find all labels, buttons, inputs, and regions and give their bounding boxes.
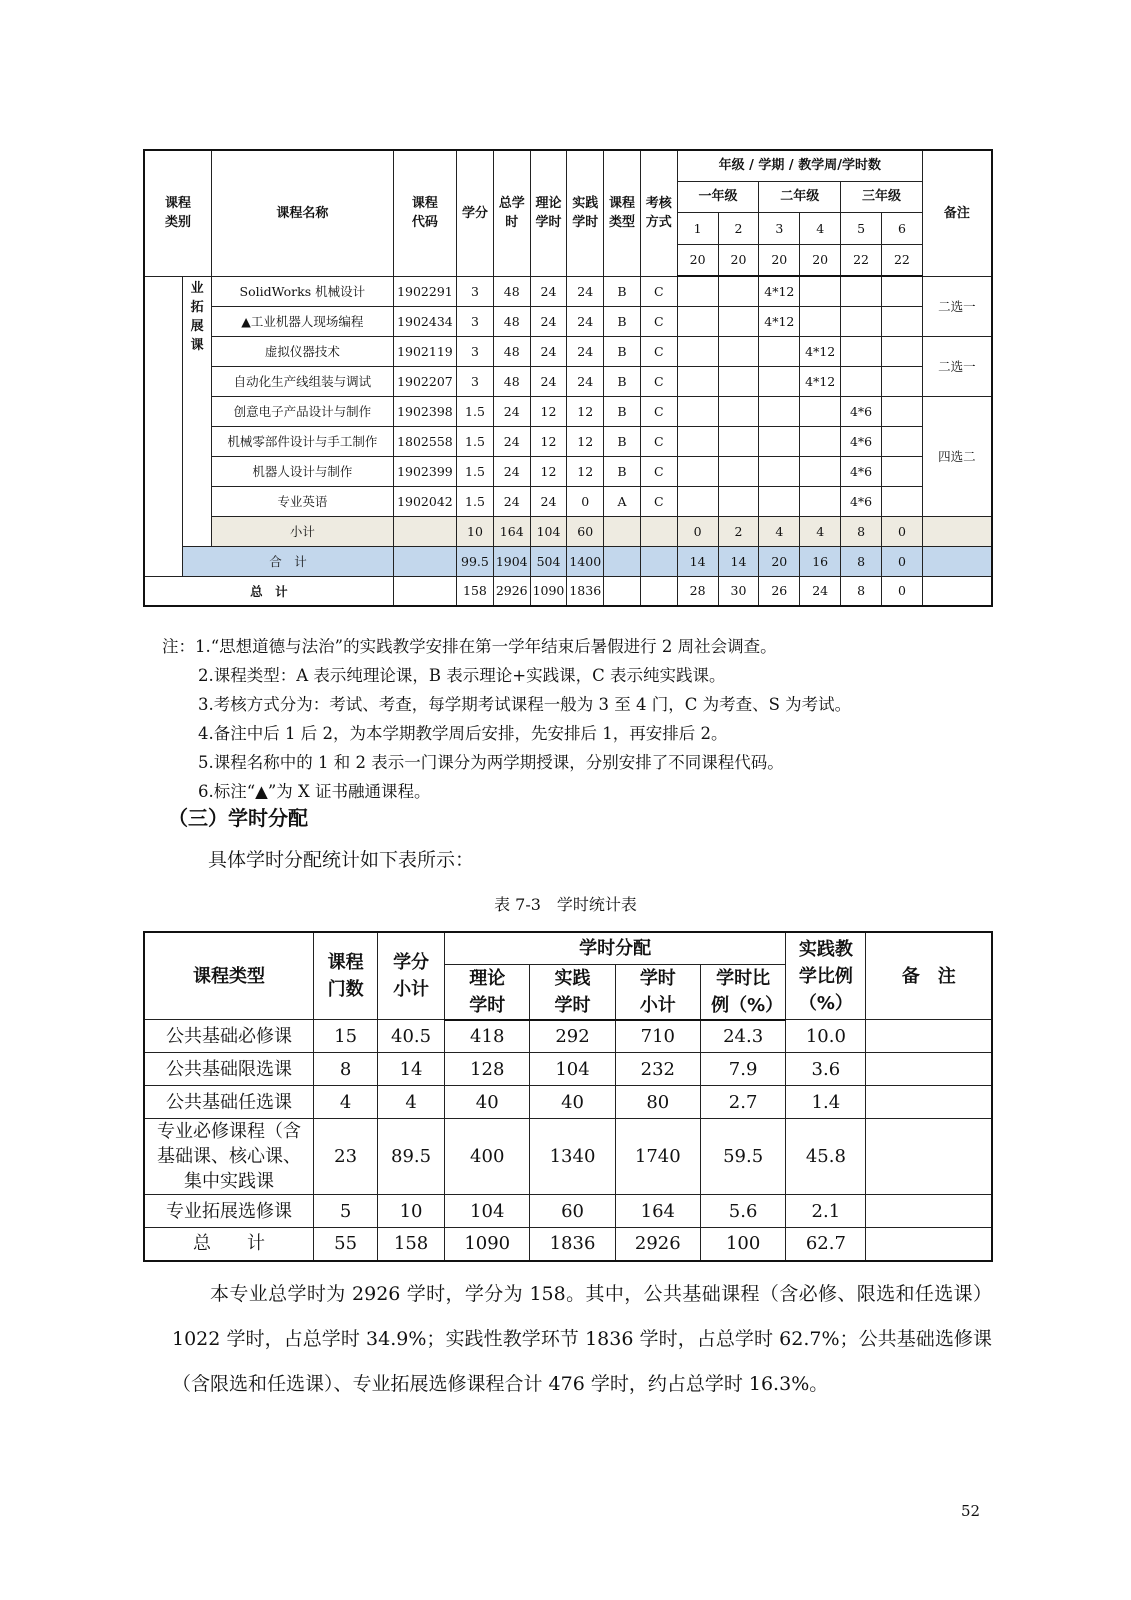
row-category: 公共基础必修课 bbox=[144, 1020, 314, 1053]
row-practice: 292 bbox=[530, 1020, 615, 1053]
tan-credit: 10 bbox=[457, 516, 494, 546]
course-s2 bbox=[718, 396, 759, 426]
grand-s4: 24 bbox=[800, 576, 841, 606]
intro-text: 具体学时分配统计如下表所示： bbox=[208, 849, 475, 871]
header-remark: 备注 bbox=[922, 150, 992, 276]
row-practice: 1836 bbox=[530, 1228, 615, 1261]
row-ratio: 2.7 bbox=[700, 1086, 785, 1119]
blue-s2: 14 bbox=[718, 546, 759, 576]
tan-row bbox=[144, 516, 992, 546]
blank-cell bbox=[640, 546, 677, 576]
blank-cell bbox=[604, 576, 641, 606]
course-code: 1902042 bbox=[393, 486, 456, 516]
course-practice: 0 bbox=[567, 486, 604, 516]
course-code: 1902119 bbox=[393, 336, 456, 366]
row-remark bbox=[866, 1020, 992, 1053]
course-theory: 12 bbox=[530, 426, 567, 456]
course-total: 24 bbox=[493, 456, 530, 486]
course-s1 bbox=[677, 336, 718, 366]
course-s3 bbox=[759, 366, 800, 396]
course-schedule-table bbox=[143, 149, 993, 607]
course-code: 1902398 bbox=[393, 396, 456, 426]
course-s6 bbox=[881, 366, 922, 396]
semester-number: 2 bbox=[718, 212, 759, 244]
hours-statistics-table bbox=[143, 931, 993, 1262]
header-credit-subtotal: 学分小计 bbox=[378, 932, 445, 1020]
category-label bbox=[183, 276, 212, 546]
course-s5: 4*6 bbox=[841, 396, 882, 426]
course-s2 bbox=[718, 426, 759, 456]
course-s6 bbox=[881, 276, 922, 306]
tan-total: 164 bbox=[493, 516, 530, 546]
table-row bbox=[144, 1053, 992, 1086]
blank-cell bbox=[922, 576, 992, 606]
course-total: 48 bbox=[493, 366, 530, 396]
course-s6 bbox=[881, 336, 922, 366]
summary-text: 本专业总学时为 2926 学时，学分为 158。其中，公共基础课程（含必修、限选和任选课）1022 学时，占总学时 34.9%；实践性教学环节 1836 学时，占总学时 62.7%；公共基础选修课（含限选和任选课）、专业拓展选修课程合计 476 学时，约占总学时 16.3%。 bbox=[172, 1283, 992, 1395]
course-credit: 1.5 bbox=[457, 426, 494, 456]
course-type: B bbox=[604, 306, 641, 336]
semester-weeks: 22 bbox=[881, 244, 922, 276]
row-credit: 10 bbox=[378, 1195, 445, 1228]
course-total: 48 bbox=[493, 306, 530, 336]
course-type: B bbox=[604, 336, 641, 366]
blue-s5: 8 bbox=[841, 546, 882, 576]
note-3: 3.考核方式分为：考试、考查，每学期考试课程一般为 3 至 4 门，C 为考查、S 为考试。 bbox=[198, 695, 852, 714]
blank-cell bbox=[922, 516, 992, 546]
table-row bbox=[144, 1020, 992, 1053]
course-assess: C bbox=[640, 336, 677, 366]
course-type: B bbox=[604, 276, 641, 306]
course-credit: 3 bbox=[457, 306, 494, 336]
grand-s5: 8 bbox=[841, 576, 882, 606]
header-schedule: 年级 / 学期 / 教学周/学时数 bbox=[677, 150, 922, 181]
course-credit: 3 bbox=[457, 276, 494, 306]
tan-s2: 2 bbox=[718, 516, 759, 546]
course-name: SolidWorks 机械设计 bbox=[211, 276, 393, 306]
semester-number: 6 bbox=[881, 212, 922, 244]
row-theory: 400 bbox=[445, 1119, 530, 1195]
semester-weeks: 20 bbox=[677, 244, 718, 276]
row-credit: 14 bbox=[378, 1053, 445, 1086]
course-name: 创意电子产品设计与制作 bbox=[211, 396, 393, 426]
section-title: （三）学时分配 bbox=[168, 806, 308, 830]
course-code: 1902434 bbox=[393, 306, 456, 336]
row-practice: 40 bbox=[530, 1086, 615, 1119]
tan-s3: 4 bbox=[759, 516, 800, 546]
blank-cell bbox=[604, 546, 641, 576]
row-credit: 158 bbox=[378, 1228, 445, 1261]
row-count: 55 bbox=[314, 1228, 378, 1261]
semester-number: 1 bbox=[677, 212, 718, 244]
course-total: 48 bbox=[493, 276, 530, 306]
row-credit: 89.5 bbox=[378, 1119, 445, 1195]
course-practice: 24 bbox=[567, 306, 604, 336]
course-s2 bbox=[718, 366, 759, 396]
row-category: 专业必修课程（含基础课、核心课、集中实践课 bbox=[144, 1119, 314, 1195]
table-body bbox=[144, 1020, 992, 1261]
row-remark bbox=[866, 1086, 992, 1119]
grand-s1: 28 bbox=[677, 576, 718, 606]
course-practice: 24 bbox=[567, 366, 604, 396]
course-practice: 24 bbox=[567, 276, 604, 306]
table-row bbox=[144, 1228, 992, 1261]
course-s2 bbox=[718, 486, 759, 516]
table-row bbox=[144, 336, 992, 366]
header-remark: 备 注 bbox=[866, 932, 992, 1020]
table-caption: 表 7-3 学时统计表 bbox=[494, 895, 637, 914]
course-theory: 12 bbox=[530, 396, 567, 426]
row-remark bbox=[866, 1195, 992, 1228]
row-count: 4 bbox=[314, 1086, 378, 1119]
row-ratio: 59.5 bbox=[700, 1119, 785, 1195]
note-6: 6.标注“▲”为 X 证书融通课程。 bbox=[198, 782, 431, 801]
blue-theory: 504 bbox=[530, 546, 567, 576]
blue-s4: 16 bbox=[800, 546, 841, 576]
course-assess: C bbox=[640, 276, 677, 306]
blue-row bbox=[144, 546, 992, 576]
header-category: 课程类别 bbox=[144, 150, 211, 276]
table-row bbox=[144, 366, 992, 396]
course-practice: 12 bbox=[567, 426, 604, 456]
row-subtotal: 80 bbox=[615, 1086, 700, 1119]
note-5: 5.课程名称中的 1 和 2 表示一门课分为两学期授课，分别安排了不同课程代码。 bbox=[198, 753, 784, 772]
course-code: 1802558 bbox=[393, 426, 456, 456]
course-s3: 4*12 bbox=[759, 276, 800, 306]
header-year3: 三年级 bbox=[841, 181, 923, 212]
blue-total: 1904 bbox=[493, 546, 530, 576]
grand-s6: 0 bbox=[881, 576, 922, 606]
tan-s4: 4 bbox=[800, 516, 841, 546]
course-s6 bbox=[881, 486, 922, 516]
course-credit: 3 bbox=[457, 336, 494, 366]
blank-cell bbox=[393, 516, 456, 546]
row-category: 总 计 bbox=[144, 1228, 314, 1261]
course-theory: 24 bbox=[530, 306, 567, 336]
table-row bbox=[144, 456, 992, 486]
blank-cell bbox=[640, 576, 677, 606]
header-practice-ratio: 实践教学比例（%） bbox=[786, 932, 866, 1020]
course-s5 bbox=[841, 366, 882, 396]
course-s1 bbox=[677, 486, 718, 516]
table-row bbox=[144, 276, 992, 306]
grand-credit: 158 bbox=[457, 576, 494, 606]
blue-credit: 99.5 bbox=[457, 546, 494, 576]
row-ratio: 5.6 bbox=[700, 1195, 785, 1228]
row-practice-ratio: 2.1 bbox=[786, 1195, 866, 1228]
header-hours-subtotal: 学时小计 bbox=[615, 964, 700, 1020]
row-count: 23 bbox=[314, 1119, 378, 1195]
table-row bbox=[144, 1119, 992, 1195]
course-s4 bbox=[800, 426, 841, 456]
header-course-category: 课程类型 bbox=[144, 932, 314, 1020]
course-s1 bbox=[677, 396, 718, 426]
course-s5 bbox=[841, 276, 882, 306]
row-remark bbox=[866, 1228, 992, 1261]
table-row bbox=[144, 396, 992, 426]
semester-number: 4 bbox=[800, 212, 841, 244]
course-assess: C bbox=[640, 396, 677, 426]
course-name: 虚拟仪器技术 bbox=[211, 336, 393, 366]
course-credit: 1.5 bbox=[457, 486, 494, 516]
course-total: 48 bbox=[493, 336, 530, 366]
course-practice: 24 bbox=[567, 336, 604, 366]
page-number: 52 bbox=[961, 1502, 981, 1520]
row-remark bbox=[866, 1053, 992, 1086]
row-count: 5 bbox=[314, 1195, 378, 1228]
course-name: ▲工业机器人现场编程 bbox=[211, 306, 393, 336]
course-total: 24 bbox=[493, 426, 530, 456]
course-credit: 1.5 bbox=[457, 396, 494, 426]
semester-number: 3 bbox=[759, 212, 800, 244]
course-s5: 4*6 bbox=[841, 456, 882, 486]
course-type: B bbox=[604, 366, 641, 396]
blank-cell bbox=[393, 546, 456, 576]
table-row bbox=[144, 486, 992, 516]
course-s4 bbox=[800, 306, 841, 336]
row-category: 专业拓展选修课 bbox=[144, 1195, 314, 1228]
course-theory: 24 bbox=[530, 276, 567, 306]
course-s5 bbox=[841, 336, 882, 366]
blue-s1: 14 bbox=[677, 546, 718, 576]
header-assessment: 考核方式 bbox=[640, 150, 677, 276]
course-s6 bbox=[881, 396, 922, 426]
row-practice-ratio: 10.0 bbox=[786, 1020, 866, 1053]
course-s1 bbox=[677, 306, 718, 336]
grand-practice: 1836 bbox=[567, 576, 604, 606]
course-assess: C bbox=[640, 366, 677, 396]
course-s4 bbox=[800, 456, 841, 486]
row-ratio: 7.9 bbox=[700, 1053, 785, 1086]
semester-number: 5 bbox=[841, 212, 882, 244]
row-practice: 1340 bbox=[530, 1119, 615, 1195]
course-code: 1902399 bbox=[393, 456, 456, 486]
course-s4 bbox=[800, 396, 841, 426]
course-credit: 1.5 bbox=[457, 456, 494, 486]
course-s1 bbox=[677, 426, 718, 456]
blue-practice: 1400 bbox=[567, 546, 604, 576]
course-s1 bbox=[677, 456, 718, 486]
row-subtotal: 232 bbox=[615, 1053, 700, 1086]
course-assess: C bbox=[640, 456, 677, 486]
course-theory: 12 bbox=[530, 456, 567, 486]
course-type: A bbox=[604, 486, 641, 516]
course-name: 机械零部件设计与手工制作 bbox=[211, 426, 393, 456]
row-ratio: 100 bbox=[700, 1228, 785, 1261]
row-theory: 418 bbox=[445, 1020, 530, 1053]
note-4: 4.备注中后 1 后 2，为本学期教学周后安排，先安排后 1，再安排后 2。 bbox=[198, 724, 728, 743]
course-name: 自动化生产线组装与调试 bbox=[211, 366, 393, 396]
course-s5: 4*6 bbox=[841, 486, 882, 516]
category-label-text: 业拓展课 bbox=[190, 280, 204, 353]
header-code: 课程代码 bbox=[393, 150, 456, 276]
header-hours-distribution: 学时分配 bbox=[445, 932, 786, 964]
course-s3 bbox=[759, 426, 800, 456]
row-category: 公共基础限选课 bbox=[144, 1053, 314, 1086]
header-credit: 学分 bbox=[457, 150, 494, 276]
table-body bbox=[144, 276, 992, 606]
course-code: 1902207 bbox=[393, 366, 456, 396]
blue-s3: 20 bbox=[759, 546, 800, 576]
row-practice-ratio: 1.4 bbox=[786, 1086, 866, 1119]
header-course-count: 课程门数 bbox=[314, 932, 378, 1020]
category-blank bbox=[144, 276, 183, 576]
course-s2 bbox=[718, 336, 759, 366]
course-name: 专业英语 bbox=[211, 486, 393, 516]
blank-cell bbox=[393, 576, 456, 606]
grand-total: 2926 bbox=[493, 576, 530, 606]
table-row bbox=[144, 1195, 992, 1228]
tan-label: 小计 bbox=[211, 516, 393, 546]
course-type: B bbox=[604, 426, 641, 456]
note-1: 注：1.“思想道德与法治”的实践教学安排在第一学年结束后暑假进行 2 周社会调查。 bbox=[162, 637, 777, 656]
course-theory: 24 bbox=[530, 366, 567, 396]
row-category: 公共基础任选课 bbox=[144, 1086, 314, 1119]
table-header bbox=[144, 150, 992, 276]
tan-s5: 8 bbox=[841, 516, 882, 546]
course-type: B bbox=[604, 456, 641, 486]
tan-s1: 0 bbox=[677, 516, 718, 546]
row-subtotal: 1740 bbox=[615, 1119, 700, 1195]
semester-weeks: 22 bbox=[841, 244, 882, 276]
row-credit: 4 bbox=[378, 1086, 445, 1119]
note-2: 2.课程类型：A 表示纯理论课，B 表示理论+实践课，C 表示纯实践课。 bbox=[198, 666, 726, 685]
blank-cell bbox=[640, 516, 677, 546]
course-s1 bbox=[677, 276, 718, 306]
row-theory: 1090 bbox=[445, 1228, 530, 1261]
course-practice: 12 bbox=[567, 456, 604, 486]
table-row bbox=[144, 1086, 992, 1119]
row-practice: 60 bbox=[530, 1195, 615, 1228]
course-remark: 二选一 bbox=[922, 336, 992, 396]
header-practice: 实践学时 bbox=[530, 964, 615, 1020]
grand-label: 总 计 bbox=[144, 576, 393, 606]
course-s3 bbox=[759, 336, 800, 366]
row-subtotal: 2926 bbox=[615, 1228, 700, 1261]
course-s4 bbox=[800, 276, 841, 306]
row-count: 15 bbox=[314, 1020, 378, 1053]
course-practice: 12 bbox=[567, 396, 604, 426]
row-remark bbox=[866, 1119, 992, 1195]
summary-paragraph bbox=[172, 1272, 992, 1407]
row-theory: 128 bbox=[445, 1053, 530, 1086]
header-course-type: 课程类型 bbox=[604, 150, 641, 276]
row-ratio: 24.3 bbox=[700, 1020, 785, 1053]
course-s3 bbox=[759, 486, 800, 516]
course-s1 bbox=[677, 366, 718, 396]
course-s6 bbox=[881, 456, 922, 486]
row-credit: 40.5 bbox=[378, 1020, 445, 1053]
blue-s6: 0 bbox=[881, 546, 922, 576]
course-s3 bbox=[759, 396, 800, 426]
header-practice-hours: 实践学时 bbox=[567, 150, 604, 276]
course-s2 bbox=[718, 456, 759, 486]
row-count: 8 bbox=[314, 1053, 378, 1086]
tan-theory: 104 bbox=[530, 516, 567, 546]
row-subtotal: 164 bbox=[615, 1195, 700, 1228]
course-assess: C bbox=[640, 426, 677, 456]
grand-row bbox=[144, 576, 992, 606]
blank-cell bbox=[922, 546, 992, 576]
table-row bbox=[144, 426, 992, 456]
course-theory: 24 bbox=[530, 336, 567, 366]
header-year2: 二年级 bbox=[759, 181, 841, 212]
course-code: 1902291 bbox=[393, 276, 456, 306]
course-credit: 3 bbox=[457, 366, 494, 396]
header-theory: 理论学时 bbox=[445, 964, 530, 1020]
row-theory: 40 bbox=[445, 1086, 530, 1119]
course-s4: 4*12 bbox=[800, 366, 841, 396]
row-subtotal: 710 bbox=[615, 1020, 700, 1053]
course-theory: 24 bbox=[530, 486, 567, 516]
course-total: 24 bbox=[493, 396, 530, 426]
semester-weeks: 20 bbox=[759, 244, 800, 276]
header-year1: 一年级 bbox=[677, 181, 759, 212]
course-s4 bbox=[800, 486, 841, 516]
course-remark: 四选二 bbox=[922, 396, 992, 516]
row-practice-ratio: 3.6 bbox=[786, 1053, 866, 1086]
course-s4: 4*12 bbox=[800, 336, 841, 366]
course-assess: C bbox=[640, 486, 677, 516]
semester-weeks: 20 bbox=[800, 244, 841, 276]
row-theory: 104 bbox=[445, 1195, 530, 1228]
table-row bbox=[144, 306, 992, 336]
tan-practice: 60 bbox=[567, 516, 604, 546]
notes bbox=[162, 632, 851, 806]
row-practice-ratio: 62.7 bbox=[786, 1228, 866, 1261]
course-s6 bbox=[881, 426, 922, 456]
course-assess: C bbox=[640, 306, 677, 336]
row-practice-ratio: 45.8 bbox=[786, 1119, 866, 1195]
course-s2 bbox=[718, 306, 759, 336]
header-total-hours: 总学时 bbox=[493, 150, 530, 276]
course-s3: 4*12 bbox=[759, 306, 800, 336]
header-theory-hours: 理论学时 bbox=[530, 150, 567, 276]
course-s3 bbox=[759, 456, 800, 486]
grand-s3: 26 bbox=[759, 576, 800, 606]
course-s6 bbox=[881, 306, 922, 336]
course-remark: 二选一 bbox=[922, 276, 992, 336]
row-practice: 104 bbox=[530, 1053, 615, 1086]
header-hours-ratio: 学时比例（%） bbox=[700, 964, 785, 1020]
grand-s2: 30 bbox=[718, 576, 759, 606]
course-s2 bbox=[718, 276, 759, 306]
course-s5 bbox=[841, 306, 882, 336]
tan-s6: 0 bbox=[881, 516, 922, 546]
semester-weeks: 20 bbox=[718, 244, 759, 276]
course-name: 机器人设计与制作 bbox=[211, 456, 393, 486]
header-name: 课程名称 bbox=[211, 150, 393, 276]
course-total: 24 bbox=[493, 486, 530, 516]
blue-label: 合 计 bbox=[183, 546, 393, 576]
course-s5: 4*6 bbox=[841, 426, 882, 456]
grand-theory: 1090 bbox=[530, 576, 567, 606]
blank-cell bbox=[604, 516, 641, 546]
course-type: B bbox=[604, 396, 641, 426]
